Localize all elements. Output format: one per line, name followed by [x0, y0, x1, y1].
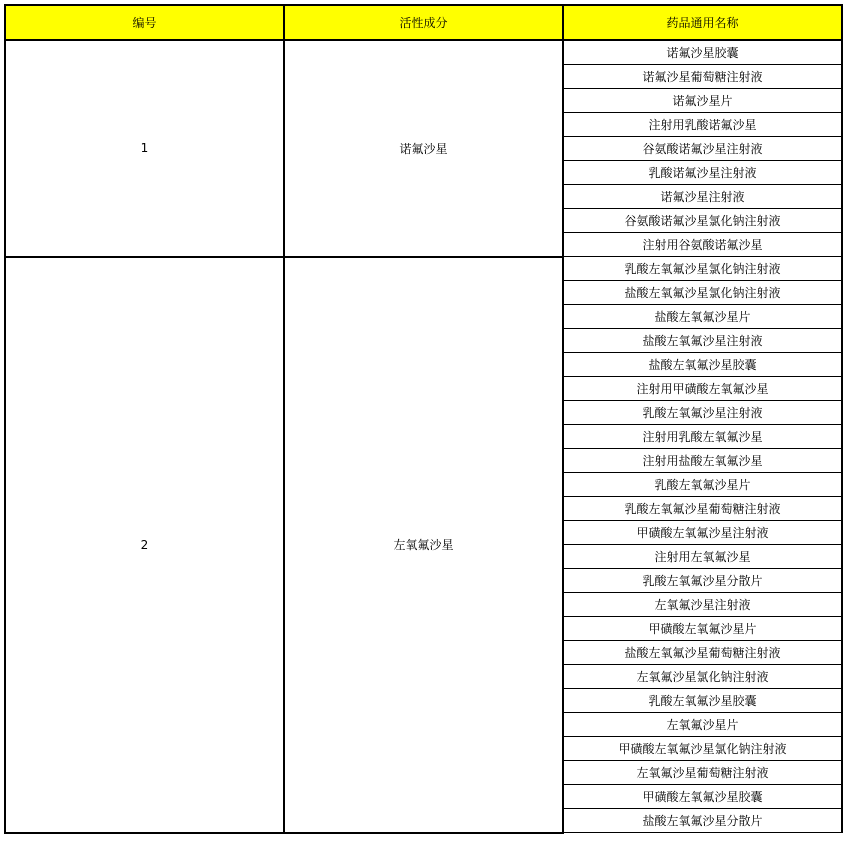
- cell-drug-name[interactable]: 注射用甲磺酸左氧氟沙星: [563, 377, 842, 401]
- cell-drug-name[interactable]: 左氧氟沙星片: [563, 713, 842, 737]
- cell-drug-name[interactable]: 盐酸左氧氟沙星注射液: [563, 329, 842, 353]
- spreadsheet: [4, 4, 843, 834]
- header-row: [5, 5, 842, 40]
- cell-drug-name[interactable]: 诺氟沙星胶囊: [563, 40, 842, 65]
- cell-drug-name[interactable]: 左氧氟沙星氯化钠注射液: [563, 665, 842, 689]
- cell-drug-name[interactable]: 盐酸左氧氟沙星胶囊: [563, 353, 842, 377]
- cell-drug-name[interactable]: 注射用乳酸诺氟沙星: [563, 113, 842, 137]
- cell-ingredient[interactable]: 左氧氟沙星: [284, 257, 563, 833]
- cell-drug-name[interactable]: 诺氟沙星注射液: [563, 185, 842, 209]
- cell-drug-name[interactable]: 盐酸左氧氟沙星分散片: [563, 809, 842, 833]
- cell-drug-name[interactable]: 注射用盐酸左氧氟沙星: [563, 449, 842, 473]
- cell-drug-name[interactable]: 盐酸左氧氟沙星氯化钠注射液: [563, 281, 842, 305]
- cell-drug-name[interactable]: 盐酸左氧氟沙星片: [563, 305, 842, 329]
- cell-drug-name[interactable]: 甲磺酸左氧氟沙星胶囊: [563, 785, 842, 809]
- cell-drug-name[interactable]: 甲磺酸左氧氟沙星片: [563, 617, 842, 641]
- cell-drug-name[interactable]: 注射用左氧氟沙星: [563, 545, 842, 569]
- cell-ingredient[interactable]: 诺氟沙星: [284, 40, 563, 257]
- cell-drug-name[interactable]: 乳酸左氧氟沙星注射液: [563, 401, 842, 425]
- header-id[interactable]: 编号: [5, 5, 284, 40]
- cell-drug-name[interactable]: 甲磺酸左氧氟沙星注射液: [563, 521, 842, 545]
- header-ingredient[interactable]: 活性成分: [284, 5, 563, 40]
- table-row: [5, 257, 842, 281]
- cell-drug-name[interactable]: 诺氟沙星葡萄糖注射液: [563, 65, 842, 89]
- cell-drug-name[interactable]: 乳酸左氧氟沙星片: [563, 473, 842, 497]
- cell-drug-name[interactable]: 乳酸左氧氟沙星分散片: [563, 569, 842, 593]
- cell-drug-name[interactable]: 乳酸诺氟沙星注射液: [563, 161, 842, 185]
- table-row: [5, 40, 842, 65]
- cell-drug-name[interactable]: 乳酸左氧氟沙星氯化钠注射液: [563, 257, 842, 281]
- cell-drug-name[interactable]: 盐酸左氧氟沙星葡萄糖注射液: [563, 641, 842, 665]
- cell-drug-name[interactable]: 乳酸左氧氟沙星葡萄糖注射液: [563, 497, 842, 521]
- cell-drug-name[interactable]: 诺氟沙星片: [563, 89, 842, 113]
- cell-drug-name[interactable]: 注射用乳酸左氧氟沙星: [563, 425, 842, 449]
- cell-drug-name[interactable]: 左氧氟沙星葡萄糖注射液: [563, 761, 842, 785]
- cell-drug-name[interactable]: 注射用谷氨酸诺氟沙星: [563, 233, 842, 257]
- header-drug-name[interactable]: 药品通用名称: [563, 5, 842, 40]
- cell-drug-name[interactable]: 甲磺酸左氧氟沙星氯化钠注射液: [563, 737, 842, 761]
- cell-drug-name[interactable]: 谷氨酸诺氟沙星注射液: [563, 137, 842, 161]
- cell-drug-name[interactable]: 谷氨酸诺氟沙星氯化钠注射液: [563, 209, 842, 233]
- cell-drug-name[interactable]: 左氧氟沙星注射液: [563, 593, 842, 617]
- cell-id[interactable]: 1: [5, 40, 284, 257]
- cell-drug-name[interactable]: 乳酸左氧氟沙星胶囊: [563, 689, 842, 713]
- table-body: [5, 40, 842, 833]
- cell-id[interactable]: 2: [5, 257, 284, 833]
- drug-table: [4, 4, 843, 834]
